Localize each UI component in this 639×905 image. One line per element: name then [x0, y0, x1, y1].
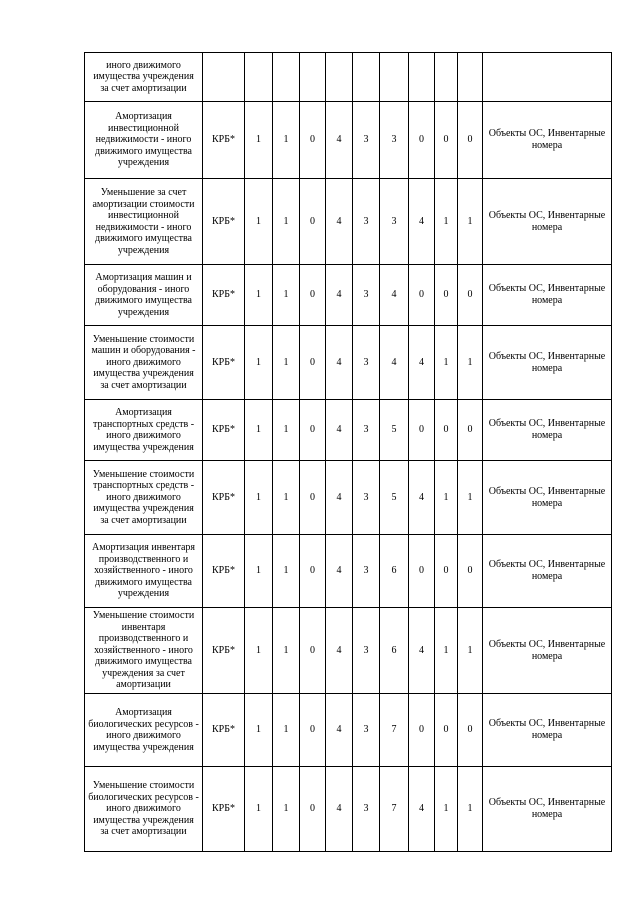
account-digit-cell: 4 [380, 265, 409, 326]
account-digit-cell: 0 [409, 535, 435, 608]
account-digit-cell: 4 [326, 102, 353, 179]
chart-of-accounts-table [84, 52, 612, 852]
account-digit-cell: 4 [326, 694, 353, 767]
account-digit-cell: 1 [435, 179, 458, 265]
account-digit-cell: 3 [353, 461, 380, 535]
account-digit-cell: 0 [458, 400, 483, 461]
table-row [85, 608, 612, 694]
kps-cell: КРБ* [203, 767, 245, 852]
account-digit-cell: 0 [458, 535, 483, 608]
account-digit-cell: 1 [435, 461, 458, 535]
account-digit-cell: 0 [435, 694, 458, 767]
account-digit-cell: 4 [380, 326, 409, 400]
account-digit-cell: 1 [245, 400, 273, 461]
account-digit-cell [380, 53, 409, 102]
account-digit-cell: 0 [300, 535, 326, 608]
account-digit-cell: 3 [380, 179, 409, 265]
account-digit-cell: 0 [409, 694, 435, 767]
account-digit-cell: 4 [326, 608, 353, 694]
account-name-cell: Амортизация биологических ресурсов - иного движимого имущества учреждения [85, 694, 203, 767]
account-digit-cell: 1 [458, 326, 483, 400]
account-digit-cell: 1 [245, 265, 273, 326]
account-digit-cell: 1 [435, 767, 458, 852]
account-digit-cell: 4 [409, 326, 435, 400]
account-digit-cell: 0 [409, 400, 435, 461]
analytics-cell: Объекты ОС, Инвентарные номера [483, 694, 612, 767]
account-digit-cell: 4 [326, 179, 353, 265]
account-digit-cell: 1 [245, 102, 273, 179]
account-digit-cell: 0 [435, 535, 458, 608]
account-digit-cell: 1 [458, 179, 483, 265]
account-digit-cell [458, 53, 483, 102]
account-digit-cell: 7 [380, 767, 409, 852]
account-digit-cell: 1 [245, 535, 273, 608]
analytics-cell: Объекты ОС, Инвентарные номера [483, 326, 612, 400]
account-name-cell: Амортизация инвестиционной недвижимости - иного движимого имущества учреждения [85, 102, 203, 179]
account-digit-cell: 4 [326, 326, 353, 400]
kps-cell: КРБ* [203, 326, 245, 400]
account-digit-cell: 1 [458, 767, 483, 852]
account-digit-cell [353, 53, 380, 102]
account-digit-cell: 3 [353, 265, 380, 326]
kps-cell: КРБ* [203, 400, 245, 461]
analytics-cell: Объекты ОС, Инвентарные номера [483, 102, 612, 179]
account-digit-cell: 4 [326, 535, 353, 608]
account-digit-cell: 1 [245, 326, 273, 400]
account-digit-cell: 3 [353, 608, 380, 694]
kps-cell: КРБ* [203, 694, 245, 767]
analytics-cell: Объекты ОС, Инвентарные номера [483, 265, 612, 326]
account-digit-cell: 1 [435, 608, 458, 694]
table-row [85, 179, 612, 265]
account-digit-cell: 5 [380, 461, 409, 535]
table-row [85, 102, 612, 179]
account-digit-cell: 0 [458, 102, 483, 179]
table-row [85, 461, 612, 535]
account-name-cell: иного движимого имущества учреждения за счет амортизации [85, 53, 203, 102]
account-digit-cell: 1 [245, 179, 273, 265]
account-digit-cell: 3 [353, 400, 380, 461]
account-name-cell: Уменьшение стоимости транспортных средств - иного движимого имущества учреждения за счет амортизации [85, 461, 203, 535]
kps-cell: КРБ* [203, 179, 245, 265]
kps-cell: КРБ* [203, 102, 245, 179]
account-digit-cell: 3 [353, 694, 380, 767]
account-digit-cell: 3 [380, 102, 409, 179]
analytics-cell: Объекты ОС, Инвентарные номера [483, 535, 612, 608]
account-digit-cell: 0 [300, 694, 326, 767]
account-name-cell: Амортизация транспортных средств - иного движимого имущества учреждения [85, 400, 203, 461]
table-row [85, 265, 612, 326]
account-name-cell: Уменьшение стоимости машин и оборудования - иного движимого имущества учреждения за счет амортизации [85, 326, 203, 400]
table-body [85, 53, 612, 852]
account-digit-cell: 4 [409, 767, 435, 852]
account-name-cell: Уменьшение стоимости инвентаря производственного и хозяйственного - иного движимого имущества учреждения за счет амортизации [85, 608, 203, 694]
account-digit-cell: 0 [435, 265, 458, 326]
account-digit-cell [245, 53, 273, 102]
account-digit-cell [435, 53, 458, 102]
account-digit-cell: 1 [245, 767, 273, 852]
account-digit-cell: 1 [273, 535, 300, 608]
account-digit-cell: 0 [300, 400, 326, 461]
account-digit-cell: 3 [353, 179, 380, 265]
account-digit-cell: 1 [245, 608, 273, 694]
analytics-cell: Объекты ОС, Инвентарные номера [483, 767, 612, 852]
table-row [85, 694, 612, 767]
account-digit-cell: 0 [435, 400, 458, 461]
account-digit-cell: 4 [409, 608, 435, 694]
account-digit-cell: 1 [435, 326, 458, 400]
table-row [85, 535, 612, 608]
account-name-cell: Амортизация машин и оборудования - иного движимого имущества учреждения [85, 265, 203, 326]
account-digit-cell [300, 53, 326, 102]
kps-cell [203, 53, 245, 102]
account-digit-cell: 4 [326, 461, 353, 535]
account-digit-cell: 7 [380, 694, 409, 767]
analytics-cell: Объекты ОС, Инвентарные номера [483, 608, 612, 694]
account-digit-cell: 0 [300, 461, 326, 535]
account-digit-cell: 1 [273, 102, 300, 179]
account-name-cell: Амортизация инвентаря производственного и хозяйственного - иного движимого имущества учреждения [85, 535, 203, 608]
table-row [85, 400, 612, 461]
account-digit-cell [409, 53, 435, 102]
account-digit-cell: 1 [273, 179, 300, 265]
account-digit-cell: 4 [409, 179, 435, 265]
account-digit-cell: 1 [458, 608, 483, 694]
account-digit-cell: 1 [458, 461, 483, 535]
account-digit-cell: 0 [300, 102, 326, 179]
account-digit-cell: 0 [458, 265, 483, 326]
account-digit-cell: 0 [458, 694, 483, 767]
kps-cell: КРБ* [203, 608, 245, 694]
kps-cell: КРБ* [203, 535, 245, 608]
kps-cell: КРБ* [203, 265, 245, 326]
account-digit-cell: 1 [273, 767, 300, 852]
account-digit-cell: 3 [353, 535, 380, 608]
table-row [85, 326, 612, 400]
account-digit-cell: 4 [326, 767, 353, 852]
account-digit-cell: 5 [380, 400, 409, 461]
account-digit-cell: 6 [380, 535, 409, 608]
account-name-cell: Уменьшение за счет амортизации стоимости инвестиционной недвижимости - иного движимого имущества учреждения [85, 179, 203, 265]
account-digit-cell: 1 [273, 608, 300, 694]
account-digit-cell: 3 [353, 767, 380, 852]
account-digit-cell: 1 [273, 400, 300, 461]
account-digit-cell: 0 [409, 102, 435, 179]
analytics-cell: Объекты ОС, Инвентарные номера [483, 461, 612, 535]
analytics-cell: Объекты ОС, Инвентарные номера [483, 400, 612, 461]
account-digit-cell: 0 [300, 608, 326, 694]
account-digit-cell: 3 [353, 326, 380, 400]
account-digit-cell: 0 [300, 179, 326, 265]
table-row [85, 767, 612, 852]
analytics-cell: Объекты ОС, Инвентарные номера [483, 179, 612, 265]
kps-cell: КРБ* [203, 461, 245, 535]
table-row [85, 53, 612, 102]
account-digit-cell: 4 [409, 461, 435, 535]
account-digit-cell [326, 53, 353, 102]
account-digit-cell [273, 53, 300, 102]
account-digit-cell: 1 [273, 265, 300, 326]
account-digit-cell: 3 [353, 102, 380, 179]
account-digit-cell: 1 [273, 694, 300, 767]
account-digit-cell: 1 [245, 461, 273, 535]
account-digit-cell: 6 [380, 608, 409, 694]
account-digit-cell: 0 [300, 767, 326, 852]
analytics-cell [483, 53, 612, 102]
account-digit-cell: 4 [326, 265, 353, 326]
account-digit-cell: 4 [326, 400, 353, 461]
account-digit-cell: 1 [273, 461, 300, 535]
account-digit-cell: 0 [435, 102, 458, 179]
account-digit-cell: 0 [300, 265, 326, 326]
account-digit-cell: 1 [273, 326, 300, 400]
account-name-cell: Уменьшение стоимости биологических ресурсов - иного движимого имущества учреждения за счет амортизации [85, 767, 203, 852]
account-digit-cell: 1 [245, 694, 273, 767]
account-digit-cell: 0 [300, 326, 326, 400]
account-digit-cell: 0 [409, 265, 435, 326]
